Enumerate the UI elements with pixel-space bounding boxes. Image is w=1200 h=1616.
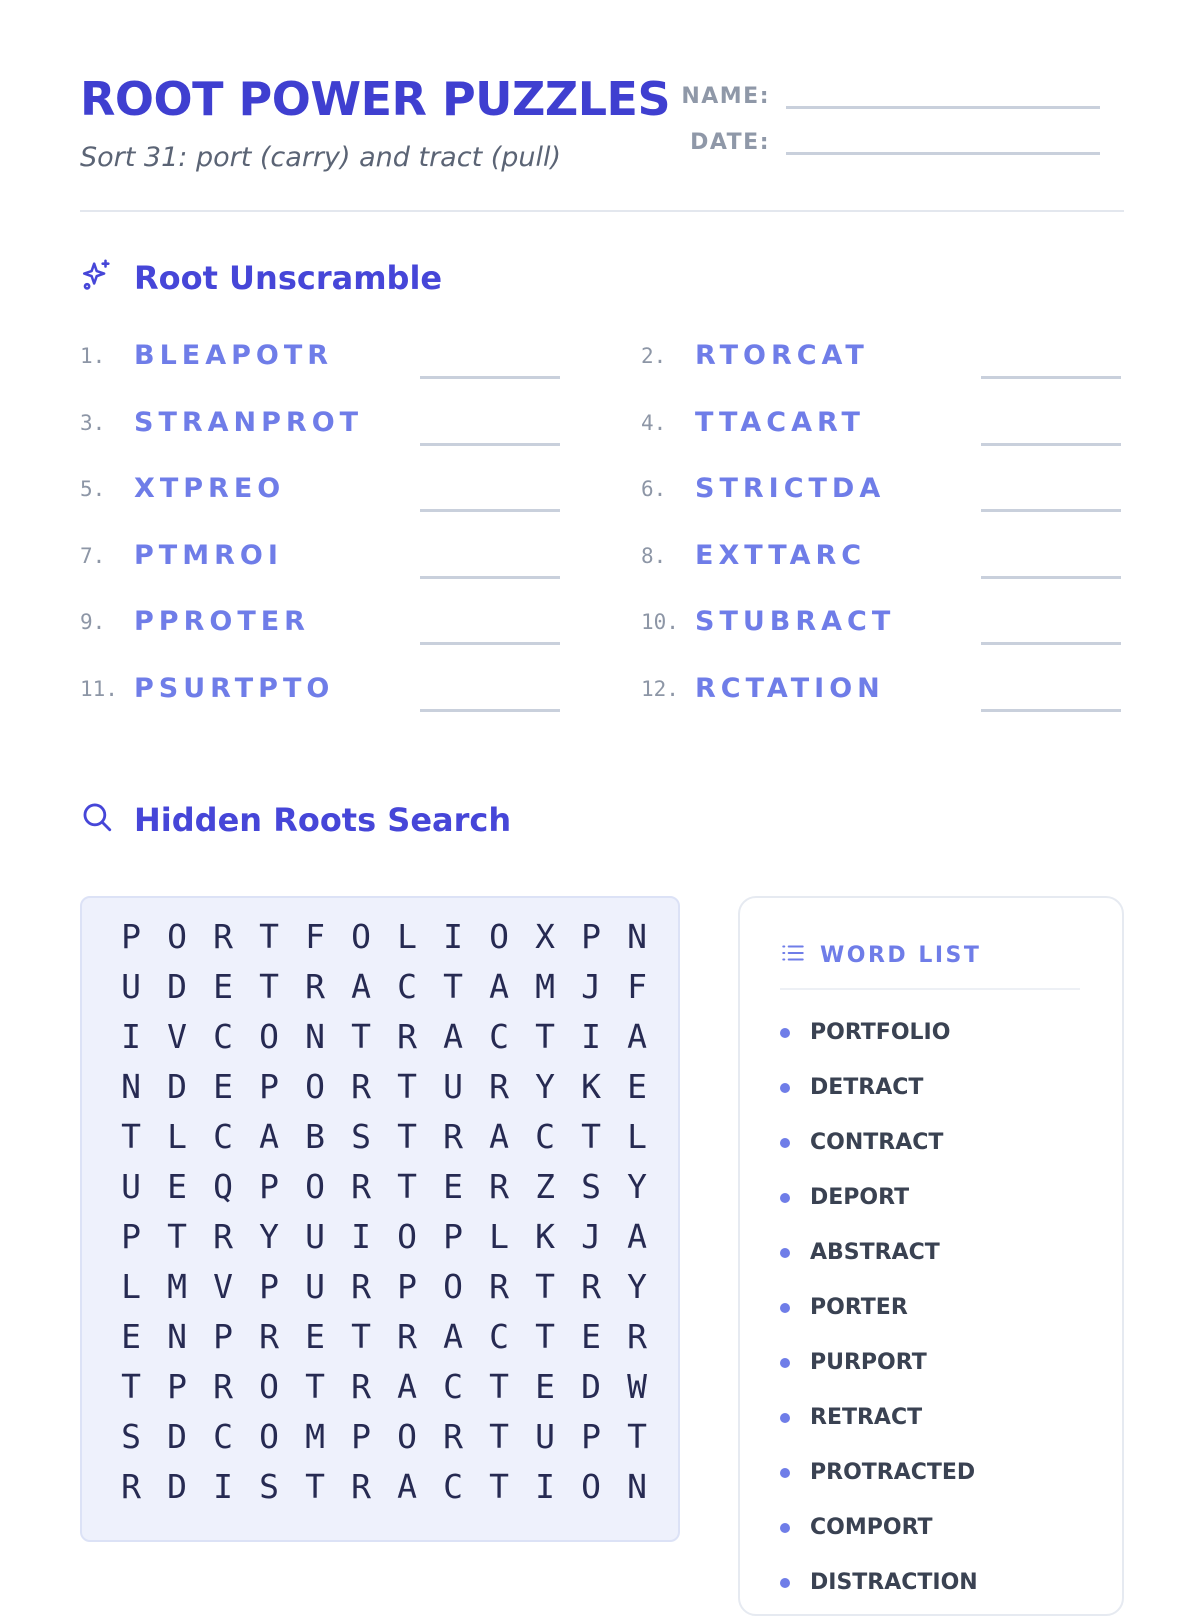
grid-letter[interactable]: L: [167, 1117, 187, 1156]
grid-letter[interactable]: R: [351, 1367, 371, 1406]
grid-letter[interactable]: P: [581, 1417, 601, 1456]
grid-letter[interactable]: D: [581, 1367, 601, 1406]
item-number: 11.: [80, 676, 118, 701]
bullet-icon: [780, 1083, 790, 1093]
grid-letter[interactable]: N: [121, 1067, 141, 1106]
grid-letter[interactable]: C: [213, 1417, 233, 1456]
grid-row: [108, 1112, 660, 1162]
word-list-item: [780, 1460, 975, 1485]
answer-blank[interactable]: [981, 709, 1121, 712]
unscramble-heading: [80, 258, 442, 297]
date-label: DATE:: [690, 130, 770, 155]
grid-letter[interactable]: C: [213, 1017, 233, 1056]
grid-letter[interactable]: E: [581, 1317, 601, 1356]
grid-letter[interactable]: I: [351, 1217, 371, 1256]
answer-blank[interactable]: [420, 509, 560, 512]
grid-letter[interactable]: T: [305, 1467, 325, 1506]
answer-blank[interactable]: [420, 576, 560, 579]
grid-letter[interactable]: P: [397, 1267, 417, 1306]
grid-letter[interactable]: P: [443, 1217, 463, 1256]
grid-letter[interactable]: J: [581, 967, 601, 1006]
unscramble-item: [641, 606, 1131, 646]
sparkles-icon: [80, 258, 114, 297]
grid-letter[interactable]: T: [351, 1017, 371, 1056]
grid-letter[interactable]: R: [351, 1167, 371, 1206]
unscramble-item: [641, 673, 1131, 713]
grid-row: [108, 1412, 660, 1462]
grid-letter[interactable]: E: [167, 1167, 187, 1206]
unscramble-item: [641, 340, 1131, 380]
grid-letter[interactable]: T: [443, 967, 463, 1006]
word-list-header: [780, 940, 981, 971]
word-list-item: [780, 1075, 923, 1100]
grid-letter[interactable]: P: [167, 1367, 187, 1406]
grid-letter[interactable]: T: [489, 1467, 509, 1506]
grid-letter[interactable]: C: [213, 1117, 233, 1156]
word-list-word: DEPORT: [810, 1185, 910, 1210]
word-list-word: PORTER: [810, 1295, 908, 1320]
grid-letter[interactable]: F: [305, 917, 325, 956]
grid-letter[interactable]: R: [351, 1467, 371, 1506]
grid-letter[interactable]: K: [535, 1217, 555, 1256]
grid-letter[interactable]: M: [305, 1417, 325, 1456]
unscramble-item: [641, 540, 1131, 580]
scrambled-word: PTMROI: [134, 539, 283, 571]
grid-letter[interactable]: O: [351, 917, 371, 956]
grid-letter[interactable]: P: [259, 1167, 279, 1206]
grid-letter[interactable]: Y: [627, 1167, 647, 1206]
word-list-item: [780, 1020, 950, 1045]
grid-letter[interactable]: T: [259, 967, 279, 1006]
word-list-word: RETRACT: [810, 1405, 923, 1430]
grid-letter[interactable]: Y: [535, 1067, 555, 1106]
search-title: Hidden Roots Search: [134, 800, 512, 839]
grid-letter[interactable]: O: [259, 1017, 279, 1056]
scrambled-word: BLEAPOTR: [134, 340, 334, 371]
date-field[interactable]: [786, 152, 1100, 155]
grid-letter[interactable]: R: [489, 1167, 509, 1206]
item-number: 1.: [80, 344, 106, 368]
item-number: 10.: [641, 610, 679, 634]
grid-letter[interactable]: U: [305, 1217, 325, 1256]
grid-letter[interactable]: E: [305, 1317, 325, 1356]
grid-letter[interactable]: T: [627, 1417, 647, 1456]
grid-letter[interactable]: P: [259, 1267, 279, 1306]
word-list-card: [738, 896, 1124, 1616]
grid-letter[interactable]: A: [443, 1017, 463, 1056]
grid-row: [108, 912, 660, 962]
grid-letter[interactable]: A: [397, 1367, 417, 1406]
word-list-item: [780, 1405, 922, 1430]
word-search-grid[interactable]: [80, 896, 680, 1542]
unscramble-item: [80, 473, 570, 513]
grid-letter[interactable]: T: [581, 1117, 601, 1156]
grid-letter[interactable]: C: [489, 1017, 509, 1056]
unscramble-item: [80, 606, 570, 646]
page-subtitle: Sort 31: port (carry) and tract (pull): [80, 142, 562, 173]
grid-letter[interactable]: T: [535, 1267, 555, 1306]
name-field[interactable]: [786, 106, 1100, 109]
grid-letter[interactable]: S: [121, 1417, 141, 1456]
bullet-icon: [780, 1358, 790, 1368]
grid-letter[interactable]: U: [121, 1167, 141, 1206]
grid-letter[interactable]: S: [351, 1117, 371, 1156]
grid-letter[interactable]: R: [305, 967, 325, 1006]
word-list-item: [780, 1570, 978, 1595]
grid-letter[interactable]: I: [121, 1017, 141, 1056]
scrambled-word: TTACART: [695, 406, 865, 438]
grid-row: [108, 1062, 660, 1112]
item-number: 9.: [80, 610, 106, 634]
grid-letter[interactable]: O: [305, 1167, 325, 1206]
grid-letter[interactable]: U: [121, 967, 141, 1006]
grid-letter[interactable]: A: [397, 1467, 417, 1506]
bullet-icon: [780, 1193, 790, 1203]
scrambled-word: XTPREO: [134, 473, 286, 504]
bullet-icon: [780, 1523, 790, 1533]
grid-letter[interactable]: X: [535, 917, 555, 956]
grid-letter[interactable]: B: [305, 1117, 325, 1156]
grid-letter[interactable]: R: [397, 1017, 417, 1056]
grid-letter[interactable]: O: [259, 1417, 279, 1456]
grid-letter[interactable]: W: [627, 1367, 647, 1406]
grid-letter[interactable]: A: [351, 967, 371, 1006]
grid-letter[interactable]: A: [443, 1317, 463, 1356]
grid-letter[interactable]: C: [443, 1467, 463, 1506]
grid-letter[interactable]: R: [489, 1067, 509, 1106]
grid-letter[interactable]: L: [489, 1217, 509, 1256]
page-title: ROOT POWER PUZZLES: [80, 72, 671, 126]
grid-row: [108, 1312, 660, 1362]
bullet-icon: [780, 1028, 790, 1038]
unscramble-item: [641, 407, 1131, 447]
grid-letter[interactable]: T: [167, 1217, 187, 1256]
grid-letter[interactable]: T: [351, 1317, 371, 1356]
grid-letter[interactable]: E: [121, 1317, 141, 1356]
grid-letter[interactable]: D: [167, 1417, 187, 1456]
item-number: 8.: [641, 543, 667, 568]
answer-blank[interactable]: [420, 443, 560, 446]
grid-letter[interactable]: U: [305, 1267, 325, 1306]
grid-letter[interactable]: O: [397, 1417, 417, 1456]
item-number: 6.: [641, 477, 667, 501]
grid-letter[interactable]: E: [213, 1067, 233, 1106]
item-number: 2.: [641, 344, 667, 368]
scrambled-word: PSURTPTO: [134, 672, 335, 704]
grid-letter[interactable]: N: [305, 1017, 325, 1056]
grid-letter[interactable]: C: [443, 1367, 463, 1406]
grid-letter[interactable]: C: [489, 1317, 509, 1356]
grid-letter[interactable]: T: [489, 1417, 509, 1456]
grid-letter[interactable]: O: [167, 917, 187, 956]
grid-letter[interactable]: E: [443, 1167, 463, 1206]
grid-letter[interactable]: D: [167, 1467, 187, 1506]
scrambled-word: EXTTARC: [695, 539, 867, 571]
grid-letter[interactable]: R: [581, 1267, 601, 1306]
grid-letter[interactable]: Q: [213, 1167, 233, 1206]
bullet-icon: [780, 1303, 790, 1313]
word-list-word: DETRACT: [810, 1075, 924, 1100]
grid-letter[interactable]: S: [259, 1467, 279, 1506]
grid-letter[interactable]: Z: [535, 1167, 555, 1206]
bullet-icon: [780, 1248, 790, 1258]
word-list-divider: [780, 988, 1080, 990]
grid-letter[interactable]: Y: [259, 1217, 279, 1256]
grid-letter[interactable]: R: [443, 1117, 463, 1156]
grid-letter[interactable]: S: [581, 1167, 601, 1206]
answer-blank[interactable]: [981, 642, 1121, 645]
grid-letter[interactable]: O: [581, 1467, 601, 1506]
unscramble-item: [641, 473, 1131, 513]
grid-letter[interactable]: A: [627, 1217, 647, 1256]
grid-letter[interactable]: O: [489, 917, 509, 956]
grid-letter[interactable]: D: [167, 967, 187, 1006]
word-list-item: [780, 1515, 933, 1540]
grid-letter[interactable]: E: [627, 1067, 647, 1106]
word-list-item: [780, 1350, 927, 1375]
grid-letter[interactable]: D: [167, 1067, 187, 1106]
grid-letter[interactable]: T: [259, 917, 279, 956]
grid-letter[interactable]: P: [581, 917, 601, 956]
word-list-word: CONTRACT: [810, 1130, 944, 1155]
word-list-word: ABSTRACT: [810, 1240, 940, 1265]
grid-letter[interactable]: R: [213, 917, 233, 956]
grid-letter[interactable]: N: [167, 1317, 187, 1356]
grid-letter[interactable]: T: [305, 1367, 325, 1406]
grid-letter[interactable]: I: [535, 1467, 555, 1506]
grid-letter[interactable]: M: [535, 967, 555, 1006]
grid-letter[interactable]: R: [397, 1317, 417, 1356]
grid-letter[interactable]: I: [443, 917, 463, 956]
unscramble-title: Root Unscramble: [134, 258, 443, 297]
answer-blank[interactable]: [981, 509, 1121, 512]
word-list-item: [780, 1130, 943, 1155]
scrambled-word: PPROTER: [134, 606, 310, 637]
grid-letter[interactable]: Y: [627, 1267, 647, 1306]
grid-letter[interactable]: T: [489, 1367, 509, 1406]
grid-letter[interactable]: L: [627, 1117, 647, 1156]
word-list-title: WORD LIST: [820, 943, 982, 968]
grid-letter[interactable]: V: [213, 1267, 233, 1306]
grid-letter[interactable]: P: [213, 1317, 233, 1356]
grid-letter[interactable]: C: [535, 1117, 555, 1156]
grid-letter[interactable]: P: [121, 1217, 141, 1256]
grid-letter[interactable]: I: [581, 1017, 601, 1056]
grid-letter[interactable]: R: [213, 1367, 233, 1406]
grid-letter[interactable]: L: [397, 917, 417, 956]
scrambled-word: STRANPROT: [134, 406, 364, 438]
grid-row: [108, 1462, 660, 1512]
grid-letter[interactable]: A: [489, 967, 509, 1006]
header-divider: [80, 210, 1124, 212]
answer-blank[interactable]: [420, 642, 560, 645]
scrambled-word: RCTATION: [695, 672, 885, 704]
grid-letter[interactable]: J: [581, 1217, 601, 1256]
grid-letter[interactable]: A: [489, 1117, 509, 1156]
word-list-word: DISTRACTION: [810, 1570, 978, 1595]
grid-letter[interactable]: R: [443, 1417, 463, 1456]
item-number: 12.: [641, 676, 679, 701]
grid-letter[interactable]: L: [121, 1267, 141, 1306]
grid-letter[interactable]: N: [627, 1467, 647, 1506]
answer-blank[interactable]: [981, 443, 1121, 446]
grid-letter[interactable]: F: [627, 967, 647, 1006]
grid-letter[interactable]: U: [443, 1067, 463, 1106]
bullet-icon: [780, 1578, 790, 1588]
grid-letter[interactable]: A: [627, 1017, 647, 1056]
grid-letter[interactable]: R: [627, 1317, 647, 1356]
grid-letter[interactable]: T: [397, 1167, 417, 1206]
grid-letter[interactable]: T: [535, 1017, 555, 1056]
unscramble-item: [80, 540, 570, 580]
grid-letter[interactable]: P: [121, 917, 141, 956]
bullet-icon: [780, 1138, 790, 1148]
grid-letter[interactable]: R: [351, 1067, 371, 1106]
grid-letter[interactable]: K: [581, 1067, 601, 1106]
grid-letter[interactable]: A: [259, 1117, 279, 1156]
answer-blank[interactable]: [981, 576, 1121, 579]
scrambled-word: STRICTDA: [695, 473, 886, 504]
grid-letter[interactable]: M: [167, 1267, 187, 1306]
unscramble-item: [80, 407, 570, 447]
grid-letter[interactable]: T: [535, 1317, 555, 1356]
grid-letter[interactable]: R: [121, 1467, 141, 1506]
grid-letter[interactable]: T: [397, 1067, 417, 1106]
unscramble-item: [80, 673, 570, 713]
grid-letter[interactable]: V: [167, 1017, 187, 1056]
word-list-word: COMPORT: [810, 1515, 933, 1540]
name-label: NAME:: [681, 84, 770, 109]
grid-letter[interactable]: P: [351, 1417, 371, 1456]
answer-blank[interactable]: [981, 376, 1121, 379]
grid-row: [108, 1262, 660, 1312]
answer-blank[interactable]: [420, 376, 560, 379]
item-number: 5.: [80, 477, 106, 501]
item-number: 7.: [80, 543, 106, 568]
grid-letter[interactable]: N: [627, 917, 647, 956]
grid-letter[interactable]: I: [213, 1467, 233, 1506]
list-icon: [780, 940, 806, 971]
search-icon: [80, 800, 114, 839]
scrambled-word: RTORCAT: [695, 340, 869, 371]
grid-letter[interactable]: R: [351, 1267, 371, 1306]
grid-letter[interactable]: T: [397, 1117, 417, 1156]
grid-row: [108, 1212, 660, 1262]
grid-letter[interactable]: T: [121, 1367, 141, 1406]
word-list-item: [780, 1240, 940, 1265]
grid-row: [108, 962, 660, 1012]
word-list-word: PURPORT: [810, 1350, 927, 1375]
item-number: 4.: [641, 410, 667, 435]
word-list-item: [780, 1185, 909, 1210]
grid-letter[interactable]: R: [213, 1217, 233, 1256]
grid-letter[interactable]: O: [305, 1067, 325, 1106]
grid-row: [108, 1162, 660, 1212]
grid-row: [108, 1362, 660, 1412]
word-list-word: PROTRACTED: [810, 1460, 976, 1485]
search-heading: [80, 800, 511, 839]
bullet-icon: [780, 1468, 790, 1478]
grid-letter[interactable]: O: [397, 1217, 417, 1256]
grid-letter[interactable]: R: [489, 1267, 509, 1306]
grid-letter[interactable]: T: [121, 1117, 141, 1156]
grid-letter[interactable]: O: [259, 1367, 279, 1406]
item-number: 3.: [80, 410, 106, 435]
bullet-icon: [780, 1413, 790, 1423]
grid-letter[interactable]: C: [397, 967, 417, 1006]
grid-row: [108, 1012, 660, 1062]
word-list-item: [780, 1295, 908, 1320]
grid-letter[interactable]: P: [259, 1067, 279, 1106]
grid-letter[interactable]: R: [259, 1317, 279, 1356]
unscramble-item: [80, 340, 570, 380]
grid-letter[interactable]: O: [443, 1267, 463, 1306]
grid-letter[interactable]: U: [535, 1417, 555, 1456]
scrambled-word: STUBRACT: [695, 606, 896, 637]
answer-blank[interactable]: [420, 709, 560, 712]
grid-letter[interactable]: E: [535, 1367, 555, 1406]
grid-letter[interactable]: E: [213, 967, 233, 1006]
word-list-word: PORTFOLIO: [810, 1020, 951, 1045]
